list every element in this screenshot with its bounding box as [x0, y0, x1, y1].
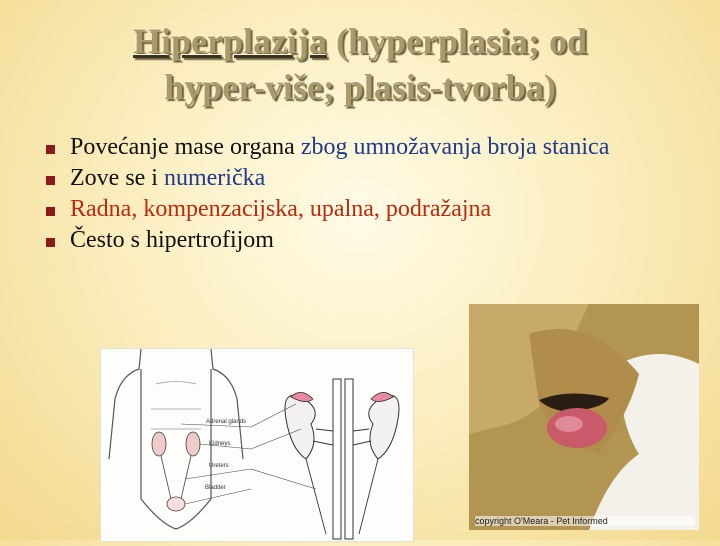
bullet-text-blue: zbog umnožavanja broja stanica [300, 134, 610, 160]
bullet-square-icon [46, 145, 55, 154]
photo-drawing [469, 304, 699, 530]
bullet-list [46, 132, 666, 256]
bullet-square-icon [46, 238, 55, 247]
label-adrenal-glands: Adrenal glands [206, 419, 247, 425]
bullet-text: Često s hipertrofijom [70, 227, 274, 253]
bullet-text-blue: numerička [163, 165, 266, 191]
title-line2: hyper-više; plasis-tvorba) [164, 67, 556, 107]
label-kidneys: Kidneys [209, 441, 231, 447]
bullet-square-icon [46, 207, 55, 216]
bullet-item [46, 194, 666, 225]
cherry-eye-photo [469, 304, 699, 530]
slide-title [40, 18, 680, 110]
title-line1-rest: (hyperplasia; od [326, 21, 588, 61]
bullet-text: Povećanje mase organa [70, 134, 301, 160]
bullet-text-red: Radna, kompenzacijska, upalna, podražajna [70, 196, 492, 222]
title-underlined-term: Hiperplazija [132, 21, 327, 61]
diagram-drawing [101, 349, 413, 541]
bullet-item [46, 132, 666, 163]
bullet-item [46, 163, 666, 194]
bullet-item [46, 225, 666, 256]
label-ureters: Ureters [209, 463, 229, 469]
urinary-system-diagram [100, 348, 414, 542]
bullet-square-icon [46, 176, 55, 185]
photo-copyright: copyright O'Meara - Pet Informed [475, 516, 695, 526]
label-bladder: Bladder [205, 485, 226, 491]
bullet-text: Zove se i [70, 165, 164, 191]
